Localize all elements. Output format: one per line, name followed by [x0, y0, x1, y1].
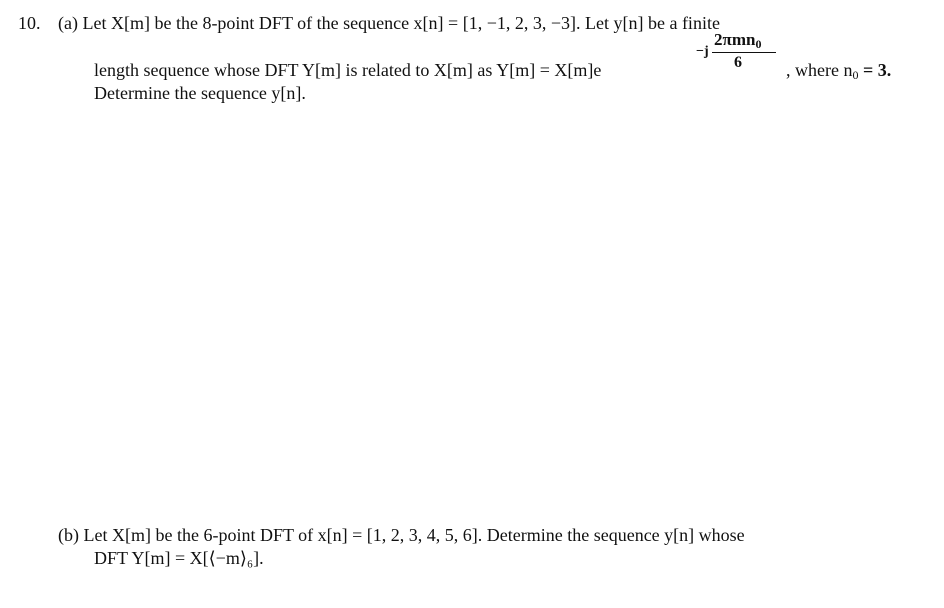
part-a-where-clause: , where $n_0 = 3$. [786, 60, 892, 82]
part-a-text-1: Let X[m] be the 8-point DFT of the sequence x[n] = [1, −1, 2, 3, −3]. Let y[n] be a finite [82, 13, 720, 33]
problem-number: 10. [18, 13, 41, 33]
part-b-line-1 [58, 524, 745, 546]
exponent-numerator: 2πmn$_0$ [714, 30, 762, 51]
part-a-text-2: length sequence whose DFT Y[m] is related to X[m] as Y[m] = X[m]e [94, 60, 602, 80]
part-b-label: (b) [58, 525, 79, 545]
part-a-line-2 [94, 59, 601, 81]
fraction-bar [712, 52, 776, 53]
part-a-line-1 [58, 12, 720, 34]
part-a-label: (a) [58, 13, 78, 33]
part-a-line-3: Determine the sequence y[n]. [94, 83, 306, 103]
exponent-fraction [696, 30, 776, 74]
part-b-text-1: Let X[m] be the 6-point DFT of x[n] = [1, 2, 3, 4, 5, 6]. Determine the sequence y[n] whose [83, 525, 745, 545]
part-b-line-2: DFT Y[m] = X[⟨−m⟩₆]. [94, 548, 264, 568]
exponent-denominator: 6 [734, 54, 742, 71]
exponent-sign: −j [696, 44, 709, 59]
